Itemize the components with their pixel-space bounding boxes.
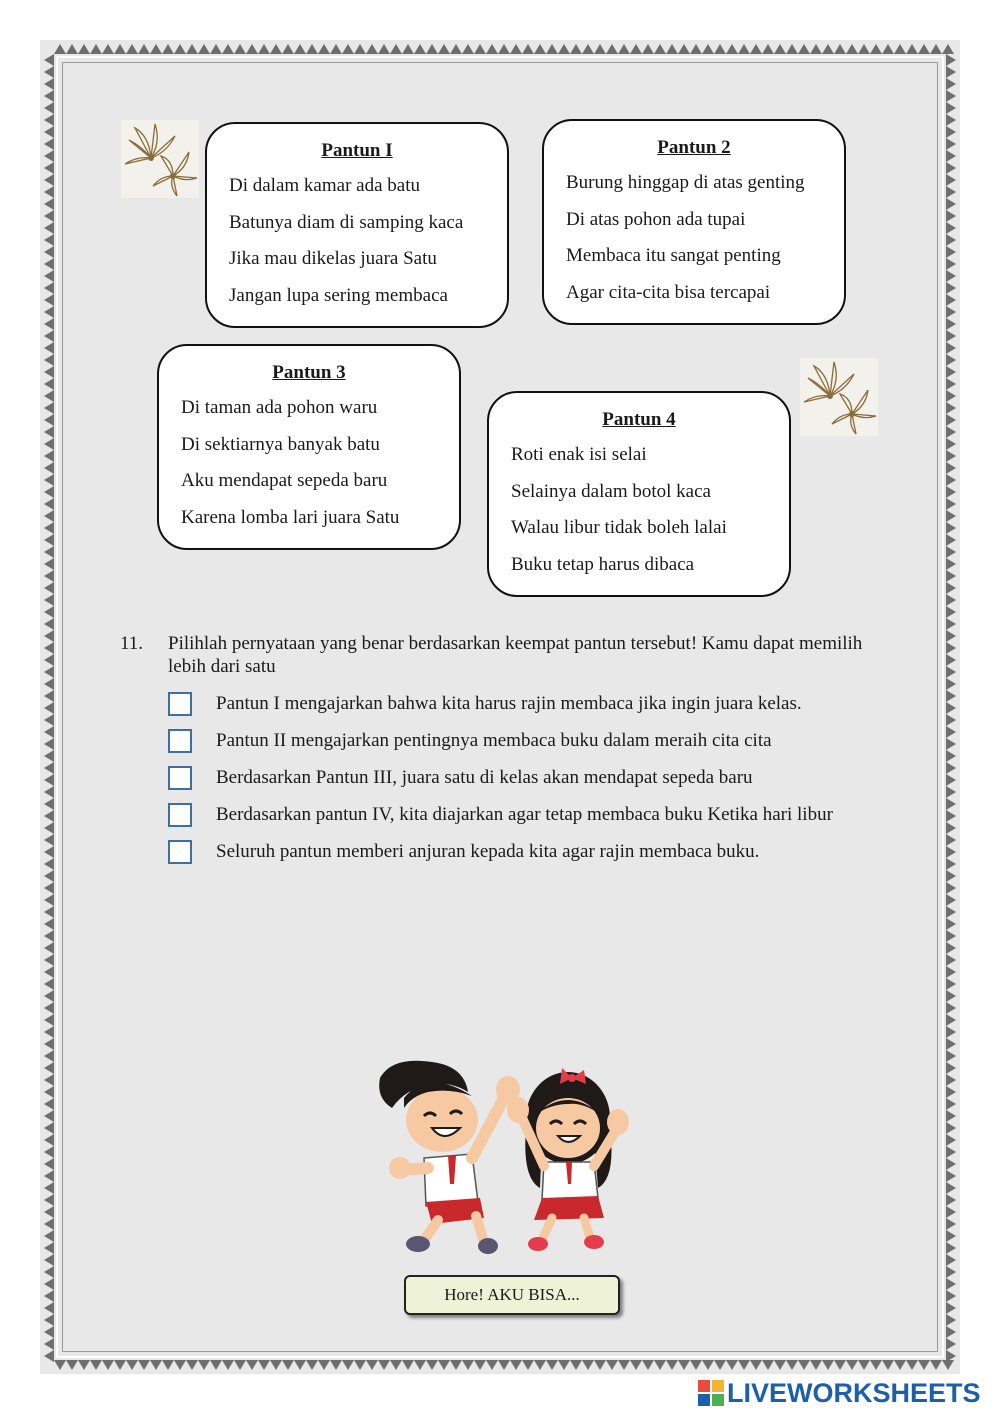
pantun-title: Pantun 4 [602, 409, 676, 430]
pantun-line: Di atas pohon ada tupai [566, 208, 746, 230]
pantun-line: Jangan lupa sering membaca [229, 284, 448, 306]
pantun-line: Aku mendapat sepeda baru [181, 470, 388, 491]
checkbox[interactable] [168, 803, 192, 827]
pantun-title: Pantun I [321, 140, 393, 161]
question-number: 11. [120, 633, 144, 654]
students-illustration [372, 1058, 632, 1263]
pantun-line: Batunya diam di samping kaca [229, 211, 464, 233]
pantun-line: Buku tetap harus dibaca [511, 553, 695, 575]
pantun-line: Selainya dalam botol kaca [511, 480, 711, 502]
option-label: Pantun I mengajarkan bahwa kita harus rajin membaca jika ingin juara kelas. [216, 693, 802, 714]
logo-text: LIVEWORKSHEETS [727, 1377, 981, 1408]
pantun-line: Burung hinggap di atas genting [566, 172, 805, 193]
pantun-line: Membaca itu sangat penting [566, 245, 781, 266]
option-label: Seluruh pantun memberi anjuran kepada kita agar rajin membaca buku. [216, 841, 760, 862]
pantun-box-2 [542, 119, 846, 325]
pantun-line: Walau libur tidak boleh lalai [511, 517, 727, 538]
border-right [946, 40, 960, 1374]
pantun-line: Karena lomba lari juara Satu [181, 506, 400, 528]
pantun-title: Pantun 2 [657, 137, 731, 158]
border-left [40, 40, 54, 1374]
pantun-line: Jika mau dikelas juara Satu [229, 248, 437, 269]
flower-decoration [800, 358, 878, 436]
pantun-line: Di sektiarnya banyak batu [181, 433, 380, 455]
checkbox[interactable] [168, 840, 192, 864]
option-label: Berdasarkan pantun IV, kita diajarkan agar tetap membaca buku Ketika hari libur [216, 804, 833, 825]
hore-button[interactable]: Hore! AKU BISA... [404, 1275, 620, 1315]
pantun-line: Di taman ada pohon waru [181, 397, 378, 418]
pantun-box-1 [205, 122, 509, 328]
border-top [40, 40, 960, 54]
checkbox[interactable] [168, 692, 192, 716]
pantun-line: Di dalam kamar ada batu [229, 175, 420, 196]
pantun-title: Pantun 3 [272, 362, 346, 383]
pantun-line: Roti enak isi selai [511, 444, 647, 465]
pantun-line: Agar cita-cita bisa tercapai [566, 281, 771, 303]
boy-figure [379, 1061, 520, 1254]
pantun-box-3 [157, 344, 461, 550]
girl-figure [507, 1068, 629, 1251]
pantun-box-4 [487, 391, 791, 597]
flower-decoration [121, 120, 199, 198]
checkbox[interactable] [168, 729, 192, 753]
option-label: Pantun II mengajarkan pentingnya membaca buku dalam meraih cita cita [216, 730, 772, 751]
border-bottom [40, 1360, 960, 1374]
option-label: Berdasarkan Pantun III, juara satu di kelas akan mendapat sepeda baru [216, 767, 753, 788]
liveworksheets-logo [698, 1377, 981, 1409]
liveworksheets-icon [698, 1380, 724, 1406]
checkbox[interactable] [168, 766, 192, 790]
question-text: Pilihlah pernyataan yang benar berdasarkan keempat pantun tersebut! Kamu dapat memilih lebih dari satu [168, 633, 863, 677]
